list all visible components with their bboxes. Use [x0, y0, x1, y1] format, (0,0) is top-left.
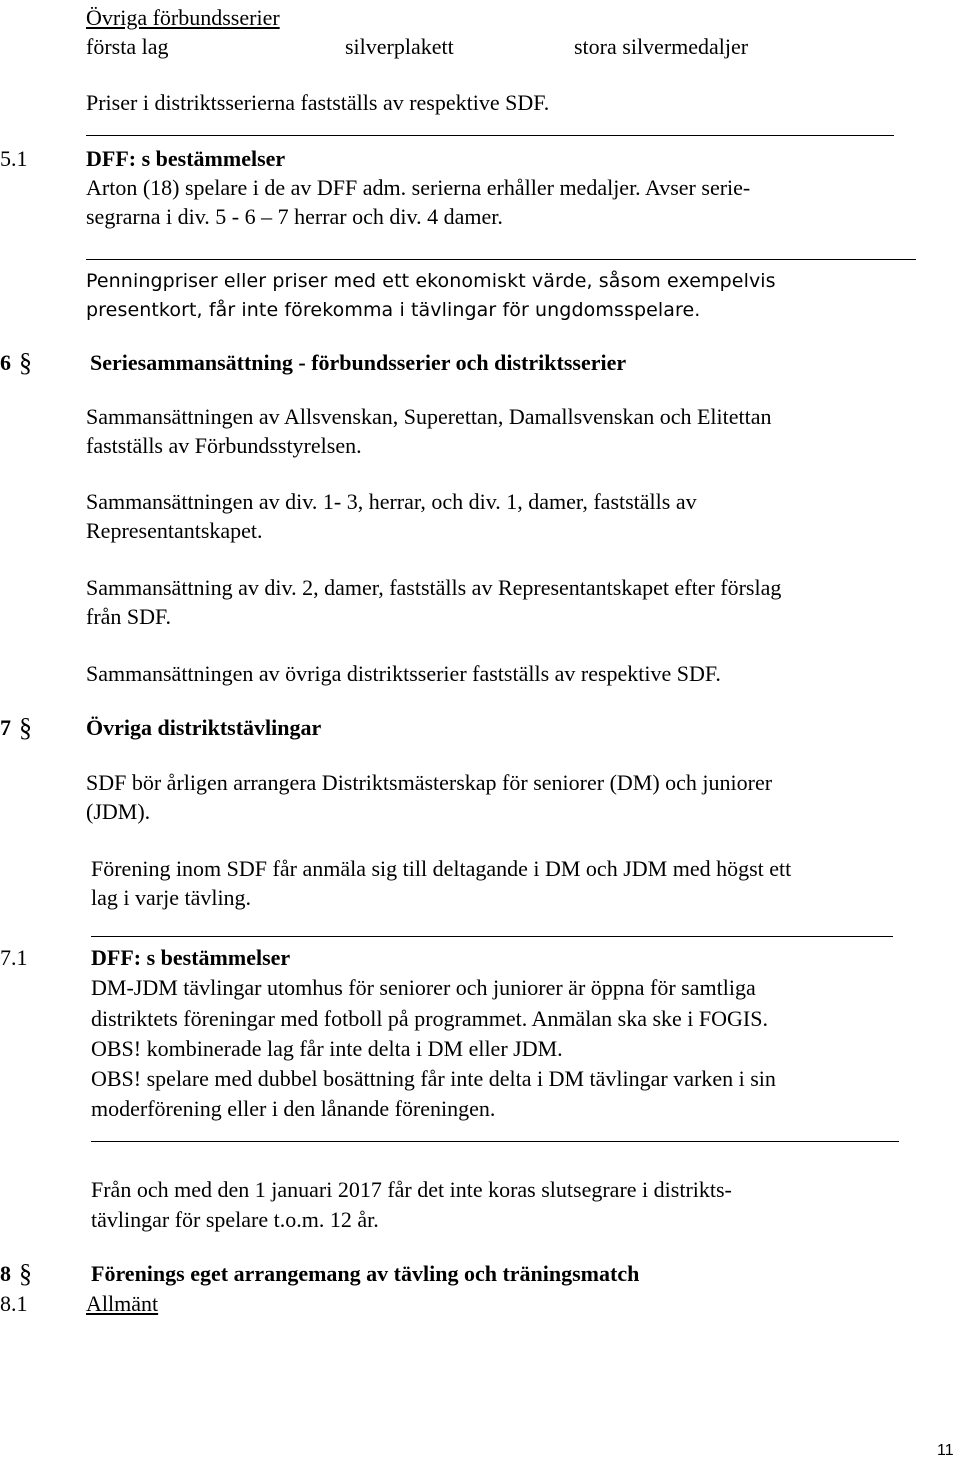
body-line: segrarna i div. 5 - 6 – 7 herrar och div. 4 damer. [86, 204, 503, 229]
section-sign: § [19, 348, 32, 377]
body-line: Representantskapet. [86, 518, 263, 543]
section-heading: Förenings eget arrangemang av tävling och träningsmatch [91, 1261, 640, 1286]
divider [86, 259, 916, 260]
body-line: OBS! kombinerade lag får inte delta i DM eller JDM. [91, 1036, 563, 1061]
body-line: moderförening eller i den lånande föreningen. [91, 1096, 496, 1121]
section-sign: § [19, 713, 32, 742]
body-line: Förening inom SDF får anmäla sig till deltagande i DM och JDM med högst ett [91, 856, 792, 881]
district-prizes-text: Priser i distriktsserierna fastställs av respektive SDF. [86, 90, 550, 115]
body-line: från SDF. [86, 604, 172, 629]
body-line: Penningpriser eller priser med ett ekonomiskt värde, såsom exempelvis [86, 270, 776, 292]
body-line: Från och med den 1 januari 2017 får det inte koras slutsegrare i distrikts- [91, 1177, 732, 1202]
body-line: fastställs av Förbundsstyrelsen. [86, 433, 362, 458]
body-line: Arton (18) spelare i de av DFF adm. serierna erhåller medaljer. Avser serie- [86, 175, 751, 200]
section-number: 6 [0, 350, 11, 375]
divider [91, 936, 893, 937]
prize-col-team: första lag [86, 34, 169, 59]
section-heading: Seriesammansättning - förbundsserier och distriktsserier [90, 350, 627, 375]
body-line: Sammansättningen av övriga distriktsserier fastställs av respektive SDF. [86, 661, 721, 686]
divider [86, 135, 894, 136]
section-number: 8 [0, 1261, 11, 1286]
section-heading: DFF: s bestämmelser [86, 146, 286, 171]
body-line: DM-JDM tävlingar utomhus för seniorer och juniorer är öppna för samtliga [91, 975, 756, 1000]
body-line: lag i varje tävling. [91, 885, 252, 910]
section-heading: Övriga distriktstävlingar [86, 715, 322, 740]
section-heading: DFF: s bestämmelser [91, 945, 291, 970]
body-line: tävlingar för spelare t.o.m. 12 år. [91, 1207, 379, 1232]
body-line: Sammansättningen av div. 1- 3, herrar, och div. 1, damer, fastställs av [86, 489, 697, 514]
body-line: OBS! spelare med dubbel bosättning får inte delta i DM tävlingar varken i sin [91, 1066, 776, 1091]
body-line: Sammansättning av div. 2, damer, fastställs av Representantskapet efter förslag [86, 575, 782, 600]
section-number: 7 [0, 715, 11, 740]
divider [91, 1141, 899, 1142]
body-line: presentkort, får inte förekomma i tävlingar för ungdomsspelare. [86, 299, 701, 321]
body-line: Sammansättningen av Allsvenskan, Superettan, Damallsvenskan och Elitettan [86, 404, 772, 429]
section-number: 8.1 [0, 1291, 28, 1316]
section-heading: Allmänt [86, 1291, 159, 1316]
section-number: 5.1 [0, 146, 28, 171]
section-number: 7.1 [0, 945, 28, 970]
prize-col-plaque: silverplakett [345, 34, 454, 59]
section-sign: § [19, 1259, 32, 1288]
body-line: (JDM). [86, 799, 151, 824]
page-number: 11 [937, 1442, 954, 1459]
body-line: distriktets föreningar med fotboll på programmet. Anmälan ska ske i FOGIS. [91, 1006, 768, 1031]
body-line: SDF bör årligen arrangera Distriktsmästerskap för seniorer (DM) och juniorer [86, 770, 773, 795]
subsection-title: Övriga förbundsserier [86, 5, 280, 30]
prize-col-medals: stora silvermedaljer [574, 34, 749, 59]
